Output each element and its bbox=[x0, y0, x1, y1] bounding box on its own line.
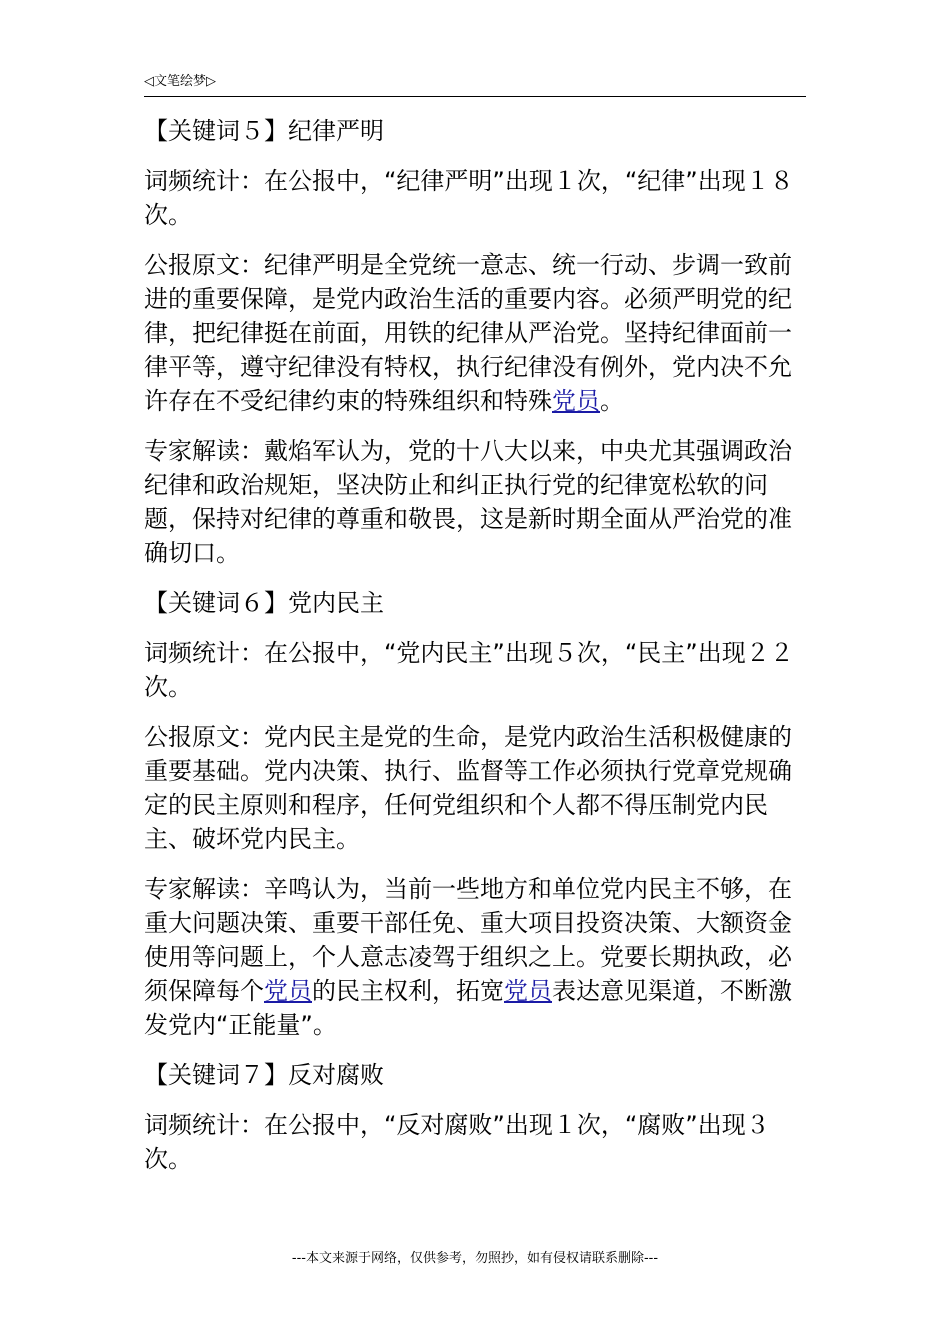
paragraph bbox=[144, 434, 804, 570]
text-run: 的民主权利，拓宽 bbox=[312, 977, 504, 1005]
page-footer: ---本文来源于网络，仅供参考，勿照抄，如有侵权请联系删除--- bbox=[291, 1251, 659, 1266]
paragraph bbox=[144, 1108, 804, 1176]
paragraph bbox=[144, 720, 804, 856]
party-member-link[interactable]: 党员 bbox=[264, 977, 312, 1005]
party-member-link[interactable]: 党员 bbox=[504, 977, 552, 1005]
text-run: 专家解读：辛鸣认为，当前一些地方和单位党内民主不够，在重大问题决策、重要干部任免、重大项目投资决策、大额资金使用等问题上，个人意志凌驾于组织之上。党要长期执政，必须保障每个 bbox=[144, 875, 792, 1005]
party-member-link[interactable]: 党员 bbox=[552, 387, 600, 415]
page-header: ◁文笔绘梦▷ bbox=[144, 72, 806, 97]
text-run: 公报原文：党内民主是党的生命，是党内政治生活积极健康的重要基础。党内决策、执行、监督等工作必须执行党章党规确定的民主原则和程序，任何党组织和个人都不得压制党内民主、破坏党内民主。 bbox=[144, 723, 792, 853]
paragraph bbox=[144, 248, 804, 418]
text-run: 词频统计：在公报中，“纪律严明”出现１次，“纪律”出现１８次。 bbox=[144, 167, 794, 229]
paragraph bbox=[144, 164, 804, 232]
text-run: 表达意见渠道，不断激发党内“正能量”。 bbox=[144, 977, 792, 1039]
paragraph bbox=[144, 636, 804, 704]
document-body bbox=[144, 114, 804, 1192]
text-run: 词频统计：在公报中，“反对腐败”出现１次，“腐败”出现３次。 bbox=[144, 1111, 770, 1173]
text-run: 。 bbox=[600, 387, 624, 415]
text-run: 专家解读：戴焰军认为，党的十八大以来，中央尤其强调政治纪律和政治规矩，坚决防止和纠正执行党的纪律宽松软的问题，保持对纪律的尊重和敬畏，这是新时期全面从严治党的准确切口。 bbox=[144, 437, 792, 567]
paragraph bbox=[144, 872, 804, 1042]
text-run: 公报原文：纪律严明是全党统一意志、统一行动、步调一致前进的重要保障，是党内政治生活的重要内容。必须严明党的纪律，把纪律挺在前面，用铁的纪律从严治党。坚持纪律面前一律平等，遵守纪律没有特权，执行纪律没有例外，党内决不允许存在不受纪律约束的特殊组织和特殊 bbox=[144, 251, 792, 415]
section-heading: 【关键词７】反对腐败 bbox=[144, 1061, 384, 1089]
section-heading: 【关键词５】纪律严明 bbox=[144, 117, 384, 145]
section-heading: 【关键词６】党内民主 bbox=[144, 589, 384, 617]
text-run: 词频统计：在公报中，“党内民主”出现５次，“民主”出现２２次。 bbox=[144, 639, 794, 701]
